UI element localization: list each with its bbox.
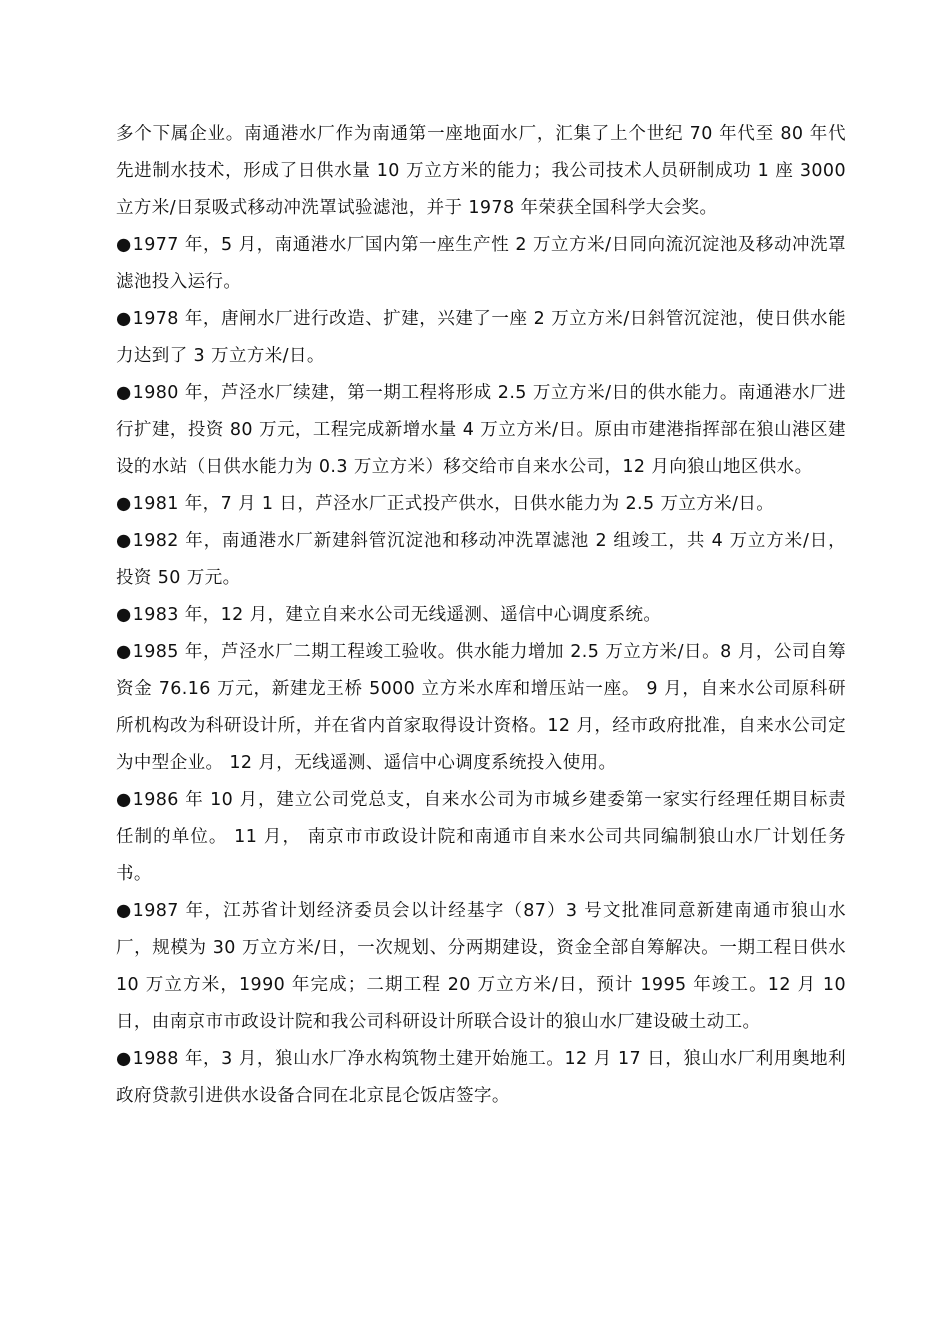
bullet-icon: ● [116, 605, 132, 625]
timeline-entry-1987 [116, 893, 846, 1041]
timeline-entry-1977 [116, 227, 846, 301]
entry-text: 1988 年，3 月，狼山水厂净水构筑物土建开始施工。12 月 17 日，狼山水厂利用奥地利政府贷款引进供水设备合同在北京昆仑饭店签字。 [116, 1049, 846, 1106]
bullet-icon: ● [116, 235, 132, 255]
entry-text: 1985 年，芦泾水厂二期工程竣工验收。供水能力增加 2.5 万立方米/日。8 月，公司自筹资金 76.16 万元，新建龙王桥 5000 立方米水库和增压站一座。 9 月，自来水公司原科研所机构改为科研设计所，并在省内首家取得设计资格。12 月，经市政府批准，自来水公司定为中型企业。 12 月，无线遥测、遥信中心调度系统投入使用。 [116, 642, 846, 773]
entry-text: 1977 年，5 月，南通港水厂国内第一座生产性 2 万立方米/日同向流沉淀池及移动冲洗罩滤池投入运行。 [116, 235, 846, 292]
entry-text: 1981 年，7 月 1 日，芦泾水厂正式投产供水，日供水能力为 2.5 万立方米/日。 [132, 494, 775, 514]
timeline-entry-1980 [116, 375, 846, 486]
entry-text: 1980 年，芦泾水厂续建，第一期工程将形成 2.5 万立方米/日的供水能力。南通港水厂进行扩建，投资 80 万元，工程完成新增水量 4 万立方米/日。原由市建港指挥部在狼山港区建设的水站（日供水能力为 0.3 万立方米）移交给市自来水公司，12 月向狼山地区供水。 [116, 383, 846, 477]
intro-paragraph: 多个下属企业。南通港水厂作为南通第一座地面水厂，汇集了上个世纪 70 年代至 80 年代先进制水技术，形成了日供水量 10 万立方米的能力；我公司技术人员研制成功 1 座 3000 立方米/日泵吸式移动冲洗罩试验滤池，并于 1978 年荣获全国科学大会奖。 [116, 124, 846, 218]
timeline-entry-1985 [116, 634, 846, 782]
bullet-icon: ● [116, 790, 132, 810]
timeline-entry-1986 [116, 782, 846, 893]
timeline-entry-1988 [116, 1041, 846, 1115]
entry-text: 1983 年，12 月，建立自来水公司无线遥测、遥信中心调度系统。 [132, 605, 662, 625]
bullet-icon: ● [116, 1049, 132, 1069]
bullet-icon: ● [116, 309, 132, 329]
bullet-icon: ● [116, 531, 132, 551]
entry-text: 1987 年，江苏省计划经济委员会以计经基字（87）3 号文批准同意新建南通市狼山水厂，规模为 30 万立方米/日，一次规划、分两期建设，资金全部自筹解决。一期工程日供水 10 万立方米，1990 年完成；二期工程 20 万立方米/日，预计 1995 年竣工。12 月 10 日，由南京市市政设计院和我公司科研设计所联合设计的狼山水厂建设破土动工。 [116, 901, 846, 1032]
timeline-entry-1978 [116, 301, 846, 375]
entry-text: 1982 年，南通港水厂新建斜管沉淀池和移动冲洗罩滤池 2 组竣工，共 4 万立方米/日，投资 50 万元。 [116, 531, 846, 588]
bullet-icon: ● [116, 901, 132, 921]
bullet-icon: ● [116, 383, 132, 403]
timeline-entry-1982 [116, 523, 846, 597]
bullet-icon: ● [116, 642, 132, 662]
entry-text: 1978 年，唐闸水厂进行改造、扩建，兴建了一座 2 万立方米/日斜管沉淀池，使日供水能力达到了 3 万立方米/日。 [116, 309, 846, 366]
timeline-entry-1981 [116, 486, 846, 523]
entry-text: 1986 年 10 月，建立公司党总支，自来水公司为市城乡建委第一家实行经理任期目标责任制的单位。 11 月， 南京市市政设计院和南通市自来水公司共同编制狼山水厂计划任务书。 [116, 790, 846, 884]
timeline-entry-1983 [116, 597, 846, 634]
bullet-icon: ● [116, 494, 132, 514]
document-body [116, 116, 846, 1115]
